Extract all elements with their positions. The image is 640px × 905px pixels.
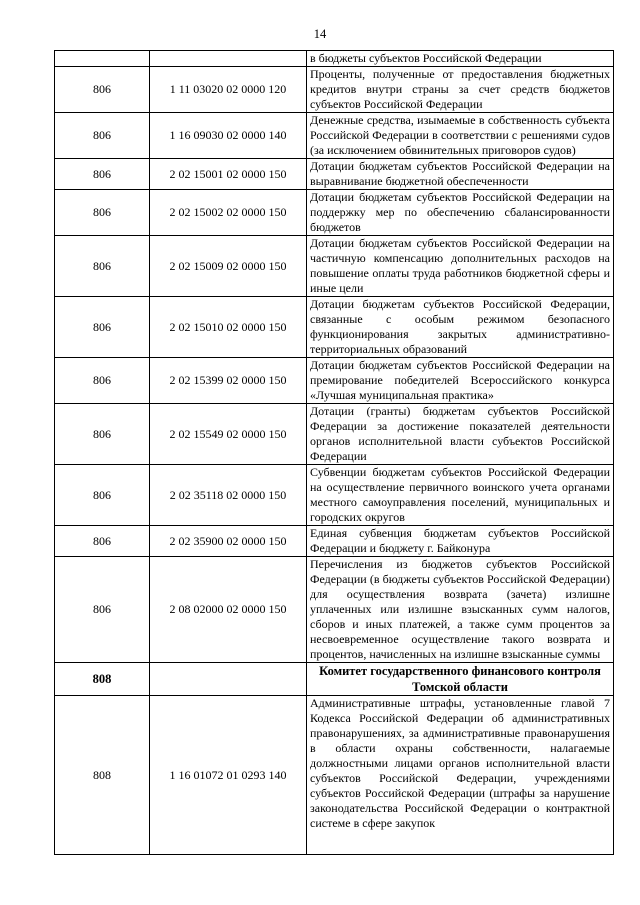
budget-code-cell: 2 02 15010 02 0000 150 [150,297,307,358]
budget-code-cell: 2 02 35118 02 0000 150 [150,465,307,526]
revenue-name-text: Административные штрафы, установленные главой 7 Кодекса Российской Федерации об административных правонарушениях, за административные правонарушения в области охраны собственности, налагаемые должностными лицами органов исполнительной власти субъектов Российской Федерации, учреждениями субъектов Российской Федерации (штрафы за нарушение законодательства Российской Федерации о контрактной системе в сфере закупок [310,696,610,830]
admin-code-cell [55,51,150,67]
revenue-name-cell: Проценты, полученные от предоставления бюджетных кредитов внутри страны за счет средств бюджетов субъектов Российской Федерации [307,67,614,113]
admin-code-cell: 806 [55,358,150,404]
table-row [55,190,614,236]
revenue-name-cell: Дотации бюджетам субъектов Российской Федерации на поддержку мер по обеспечению сбалансированности бюджетов [307,190,614,236]
admin-code-cell: 806 [55,465,150,526]
revenue-name-cell: в бюджеты субъектов Российской Федерации [307,51,614,67]
table-row [55,404,614,465]
admin-code-cell: 806 [55,159,150,190]
admin-code-cell: 808 [55,696,150,855]
table-row [55,236,614,297]
administrator-name-cell: Комитет государственного финансового контроля Томской области [307,663,614,696]
admin-code-cell: 806 [55,190,150,236]
admin-code-cell: 806 [55,113,150,159]
admin-code-cell: 806 [55,526,150,557]
revenue-name-cell: Дотации бюджетам субъектов Российской Федерации на выравнивание бюджетной обеспеченности [307,159,614,190]
budget-revenue-table [54,50,614,855]
budget-code-cell: 2 08 02000 02 0000 150 [150,557,307,663]
table-row [55,159,614,190]
budget-code-cell: 1 16 01072 01 0293 140 [150,696,307,855]
admin-code-cell: 806 [55,236,150,297]
revenue-name-cell: Субвенции бюджетам субъектов Российской Федерации на осуществление первичного воинского учета органами местного самоуправления поселений, муниципальных и городских округов [307,465,614,526]
admin-code-cell: 806 [55,67,150,113]
budget-code-cell: 1 16 09030 02 0000 140 [150,113,307,159]
budget-code-cell: 2 02 15399 02 0000 150 [150,358,307,404]
administrator-heading-row [55,663,614,696]
budget-code-cell [150,51,307,67]
admin-code-cell: 808 [55,663,150,696]
revenue-name-cell [307,696,614,855]
table-row [55,526,614,557]
admin-code-cell: 806 [55,557,150,663]
budget-code-cell: 2 02 35900 02 0000 150 [150,526,307,557]
table-row [55,465,614,526]
revenue-name-cell: Денежные средства, изымаемые в собственность субъекта Российской Федерации в соответствии с решениями судов (за исключением обвинительных приговоров судов) [307,113,614,159]
budget-code-cell: 2 02 15002 02 0000 150 [150,190,307,236]
budget-code-cell: 1 11 03020 02 0000 120 [150,67,307,113]
table-row [55,113,614,159]
revenue-name-cell: Дотации бюджетам субъектов Российской Федерации на частичную компенсацию дополнительных расходов на повышение оплаты труда работников бюджетной сферы и иные цели [307,236,614,297]
revenue-name-cell: Единая субвенция бюджетам субъектов Российской Федерации и бюджету г. Байконура [307,526,614,557]
budget-code-cell: 2 02 15549 02 0000 150 [150,404,307,465]
revenue-name-cell: Перечисления из бюджетов субъектов Российской Федерации (в бюджеты субъектов Российской Федерации) для осуществления возврата (зачета) излишне уплаченных или излишне взысканных сумм налогов, сборов и иных платежей, а также сумм процентов за несвоевременное осуществление такого возврата и процентов, начисленных на излишне взысканные суммы [307,557,614,663]
admin-code-cell: 806 [55,297,150,358]
table-row [55,696,614,855]
budget-code-cell: 2 02 15009 02 0000 150 [150,236,307,297]
table-row [55,51,614,67]
table-row [55,297,614,358]
table-row [55,67,614,113]
budget-code-cell: 2 02 15001 02 0000 150 [150,159,307,190]
table-row [55,557,614,663]
empty-code-cell [150,663,307,696]
admin-code-cell: 806 [55,404,150,465]
table-row [55,358,614,404]
revenue-name-cell: Дотации (гранты) бюджетам субъектов Российской Федерации за достижение показателей деятельности органов исполнительной власти субъектов Российской Федерации [307,404,614,465]
revenue-name-cell: Дотации бюджетам субъектов Российской Федерации, связанные с особым режимом безопасного функционирования закрытых административно-территориальных образований [307,297,614,358]
revenue-name-cell: Дотации бюджетам субъектов Российской Федерации на премирование победителей Всероссийского конкурса «Лучшая муниципальная практика» [307,358,614,404]
page-number: 14 [313,27,327,41]
